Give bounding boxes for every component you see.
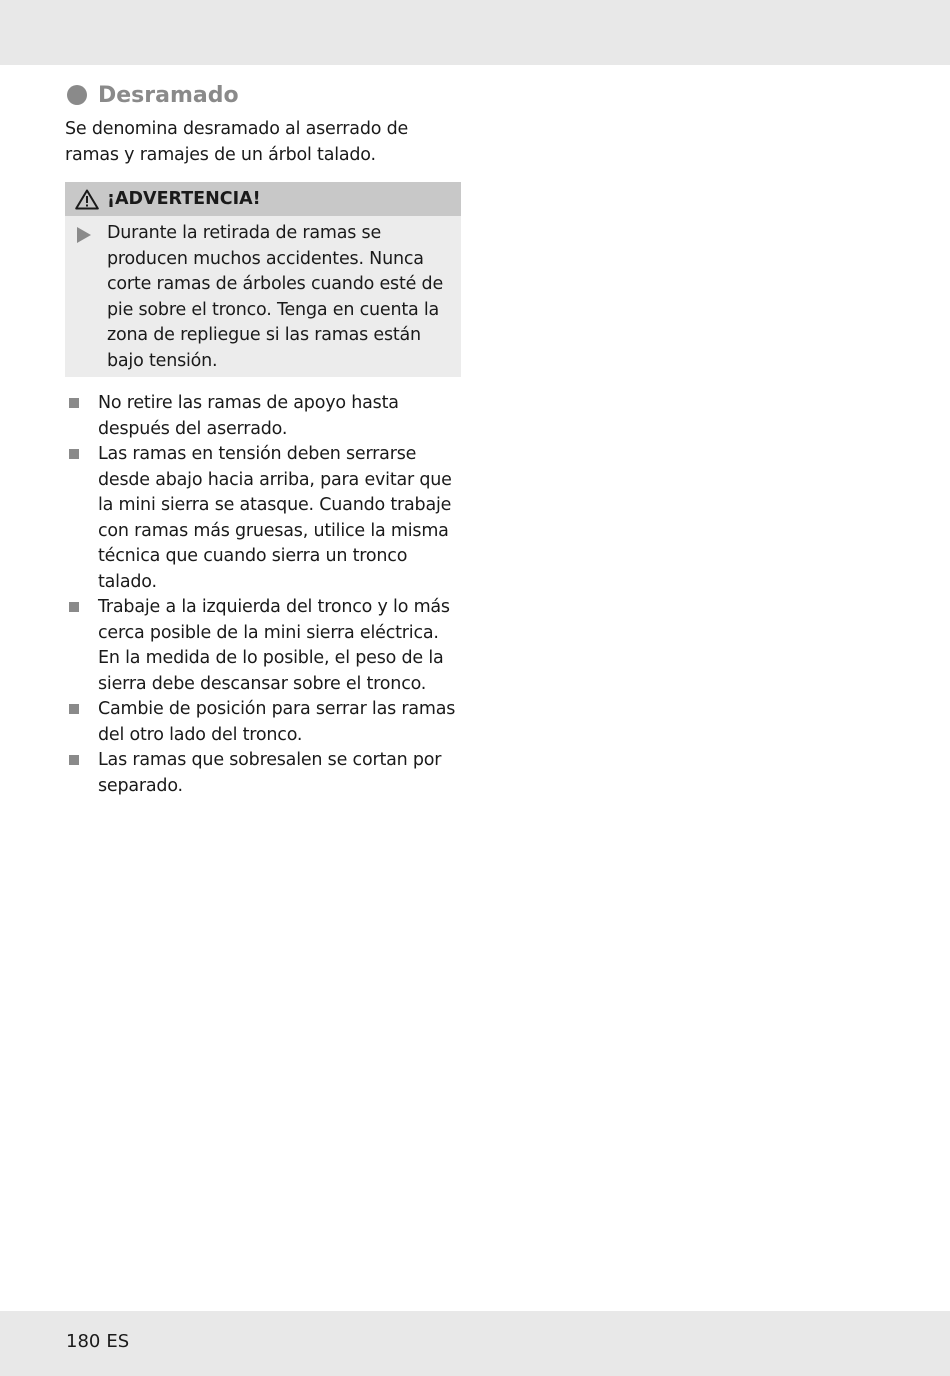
- language-code: ES: [106, 1331, 130, 1352]
- intro-paragraph: Se denomina desramado al aserrado de ramas y ramajes de un árbol talado.: [65, 119, 409, 165]
- list-item-text: Cambie de posición para serrar las ramas del otro lado del tronco.: [98, 699, 456, 745]
- square-bullet-icon: [69, 449, 79, 459]
- page-footer: [66, 1331, 135, 1352]
- list-item-text: Las ramas en tensión deben serrarse desde abajo hacia arriba, para evitar que la mini sierra se atasque. Cuando trabaje con ramas más gruesas, utilice la misma técnica que cuando sierra un tronco talado.: [98, 444, 452, 592]
- warning-title: ¡ADVERTENCIA!: [107, 189, 261, 209]
- warning-triangle-icon: [74, 188, 100, 210]
- page-number: 180: [66, 1331, 101, 1352]
- list-item: [65, 391, 461, 442]
- list-item: [65, 442, 461, 595]
- circle-bullet-icon: [67, 85, 87, 105]
- list-item: [65, 697, 461, 748]
- section-heading: [65, 80, 461, 110]
- page-content: [65, 80, 461, 799]
- list-item-text: No retire las ramas de apoyo hasta después del aserrado.: [98, 393, 399, 439]
- list-item-text: Trabaje a la izquierda del tronco y lo más cerca posible de la mini sierra eléctrica. En la medida de lo posible, el peso de la sierra debe descansar sobre el tronco.: [98, 597, 450, 694]
- warning-header: [65, 182, 461, 216]
- triangle-bullet-icon: [77, 227, 91, 243]
- instruction-list: [65, 391, 461, 799]
- square-bullet-icon: [69, 704, 79, 714]
- square-bullet-icon: [69, 602, 79, 612]
- section-title: Desramado: [98, 82, 239, 108]
- warning-text: Durante la retirada de ramas se producen muchos accidentes. Nunca corte ramas de árboles cuando esté de pie sobre el tronco. Tenga en cuenta la zona de repliegue si las ramas están bajo tensión.: [107, 223, 444, 371]
- header-band: [0, 0, 950, 65]
- square-bullet-icon: [69, 755, 79, 765]
- warning-body: [65, 216, 461, 377]
- warning-box: [65, 182, 461, 377]
- list-item: [65, 595, 461, 697]
- footer-band: [0, 1311, 950, 1376]
- list-item: [65, 748, 461, 799]
- square-bullet-icon: [69, 398, 79, 408]
- list-item-text: Las ramas que sobresalen se cortan por separado.: [98, 750, 442, 796]
